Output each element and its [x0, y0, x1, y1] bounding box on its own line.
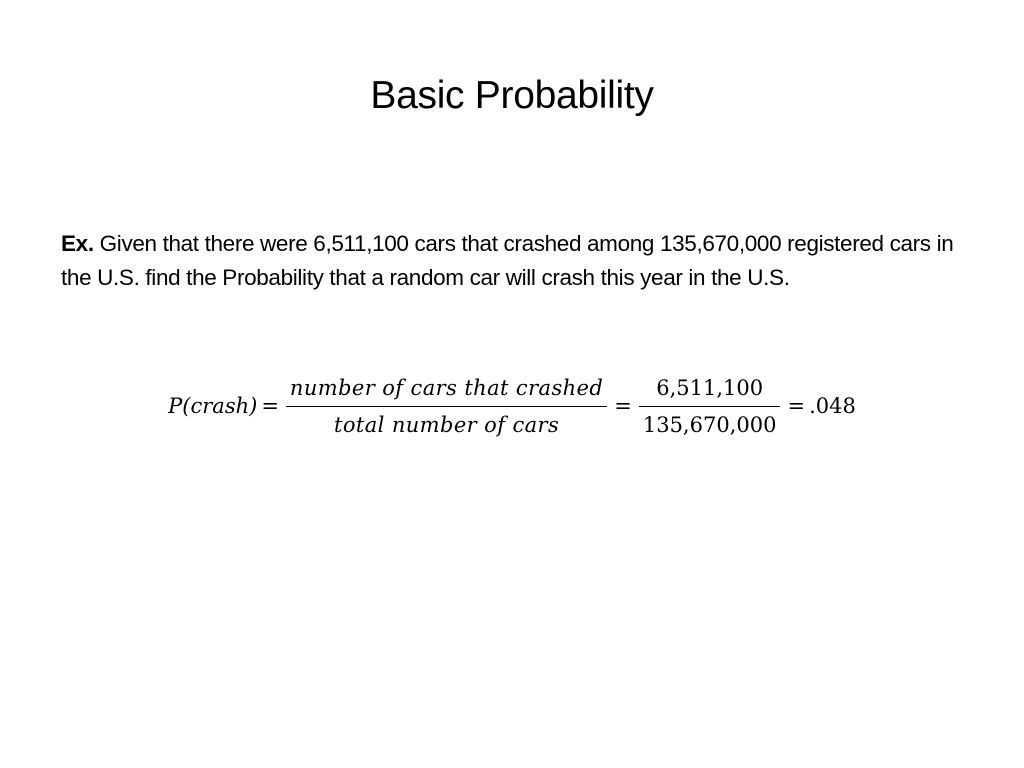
example-body: Given that there were 6,511,100 cars that crashed among 135,670,000 registered cars in the U.S. find the Probability that a random car will crash this year in the U.S.: [61, 231, 954, 290]
word-fraction-numerator: number of cars that crashed: [289, 375, 604, 400]
number-fraction-denominator: 135,670,000: [642, 412, 777, 437]
example-paragraph: [61, 227, 966, 295]
number-fraction: [639, 370, 781, 443]
equation-lhs: P(crash): [168, 394, 258, 418]
equals-sign-2: =: [614, 394, 632, 418]
equals-sign-1: =: [261, 394, 279, 418]
slide-title: Basic Probability: [370, 74, 654, 117]
word-fraction: [286, 370, 607, 443]
probability-equation: [0, 364, 1024, 448]
word-fraction-denominator: total number of cars: [333, 412, 560, 437]
equals-sign-3: =: [787, 394, 806, 418]
number-fraction-numerator: 6,511,100: [656, 375, 764, 400]
equation-result: .048: [809, 394, 856, 418]
example-label: Ex.: [61, 231, 94, 256]
